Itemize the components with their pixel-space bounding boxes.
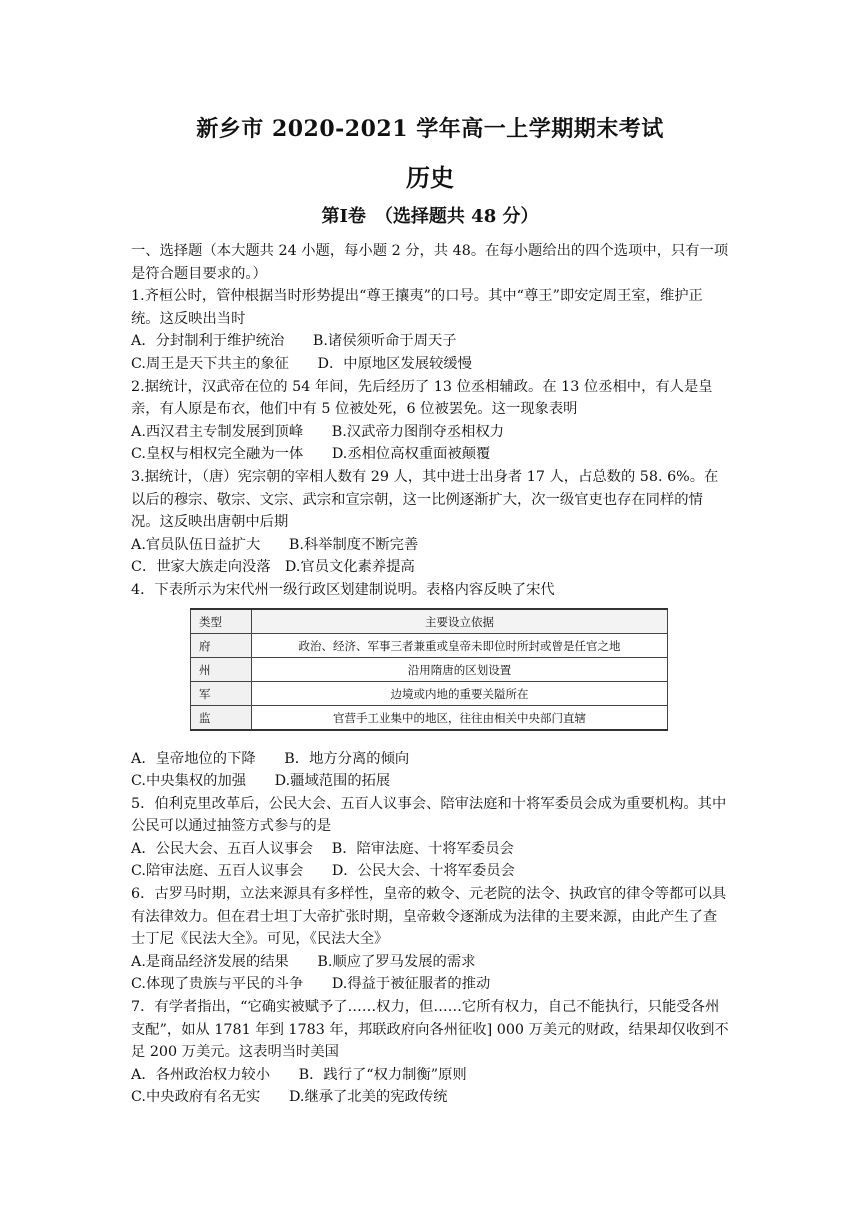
table-cell-type: 监 [191,706,252,731]
question-options: C.体现了贵族与平民的斗争 D.得益于被征服者的推动 [131,976,491,993]
table-cell-type: 州 [191,658,252,682]
question-options: C.陪审法庭、五百人议事会 D．公民大会、十将军委员会 [131,863,515,880]
exam-title: 新乡市 2020-2021 学年高一上学期期末考试 [196,116,664,142]
question-options: A.是商品经济发展的结果 B.顺应了罗马发展的需求 [131,953,476,970]
instructions: 一、选择题（本大题共 24 小题，每小题 2 分，共 48。在每小题给出的四个选项中，只有一项是符合题目要求的。） [131,243,729,282]
table-header-cell: 类型 [191,609,252,634]
song-prefecture-table [190,608,668,731]
question-options: C.中央集权的加强 D.疆域范围的拓展 [131,773,391,790]
table-cell-type: 军 [191,682,252,706]
question-options: A．皇帝地位的下降 B．地方分离的倾向 [131,750,410,767]
question-stem: 6．古罗马时期，立法来源具有多样性，皇帝的敕令、元老院的法令、执政官的律令等都可以具有法律效力。但在君士坦丁大帝扩张时期，皇帝敕令逐渐成为法律的主要来源，由此产生了查士丁尼《民法大全》。可见，《民法大全》 [131,886,727,948]
table-row [191,658,668,682]
question-options: C.周王是天下共主的象征 D．中原地区发展较缓慢 [131,355,472,372]
table-row [191,634,668,658]
question-options: A．各州政治权力较小 B．践行了“权力制衡”原则 [131,1066,467,1083]
table-cell-basis: 边境或内地的重要关隘所在 [252,682,668,706]
question-stem: 7．有学者指出，“它确实被赋予了……权力，但……它所有权力，自己不能执行，只能受各州支配”，如从 1781 年到 1783 年，邦联政府向各州征收] 000 万美元的财政，结果却仅收到不足 200 万美元。这表明当时美国 [131,999,729,1061]
table-cell-basis: 官营手工业集中的地区，往往由相关中央部门直辖 [252,706,668,731]
question-options: C．世家大族走向没落 D.官员文化素养提高 [131,559,415,576]
question-options: A.官员队伍日益扩大 B.科举制度不断完善 [131,536,419,553]
table-cell-basis: 政治、经济、军事三者兼重或皇帝未即位时所封或曾是任官之地 [252,634,668,658]
subject-title: 历史 [406,163,454,192]
table-row [191,682,668,706]
question-options: A．分封制利于维护统治 B.诸侯须听命于周天子 [131,333,457,350]
question-stem: 2.据统计，汉武帝在位的 54 年间，先后经历了 13 位丞相辅政。在 13 位丞相中，有人是皇亲，有人原是布衣，他们中有 5 位被处死，6 位被罢免。这一现象表明 [131,378,713,418]
table-header-row [191,609,668,634]
question-stem: 5．伯利克里改革后，公民大会、五百人议事会、陪审法庭和十将军委员会成为重要机构。其中公民可以通过抽签方式参与的是 [131,795,727,835]
question-stem: 4．下表所示为宋代州一级行政区划建制说明。表格内容反映了宋代 [131,581,555,598]
table-cell-type: 府 [191,634,252,658]
question-options: C.皇权与相权完全融为一体 D.丞相位高权重面被颠覆 [131,446,491,463]
table-header-cell: 主要设立依据 [252,609,668,634]
question-options: A.西汉君主专制发展到顶峰 B.汉武帝力图削夺丞相权力 [131,423,505,440]
section-title: 第Ⅰ卷 （选择题共 48 分） [321,206,539,227]
table-cell-basis: 沿用隋唐的区划设置 [252,658,668,682]
question-stem: 1.齐桓公时，管仲根据当时形势提出“尊王攘夷”的口号。其中“尊王”即安定周王室，维护正统。这反映出当时 [131,288,703,327]
question-stem: 3.据统计，（唐）宪宗朝的宰相人数有 29 人，其中进士出身者 17 人，占总数的 58. 6%。在以后的穆宗、敬宗、文宗、武宗和宣宗朝，这一比例逐渐扩大，次一级官吏也存在同样的情况。这反映出唐朝中后期 [131,468,719,531]
question-options: C.中央政府有名无实 D.继承了北美的宪政传统 [131,1089,448,1106]
question-options: A．公民大会、五百人议事会 B．陪审法庭、十将军委员会 [131,840,514,857]
table-row [191,706,668,731]
